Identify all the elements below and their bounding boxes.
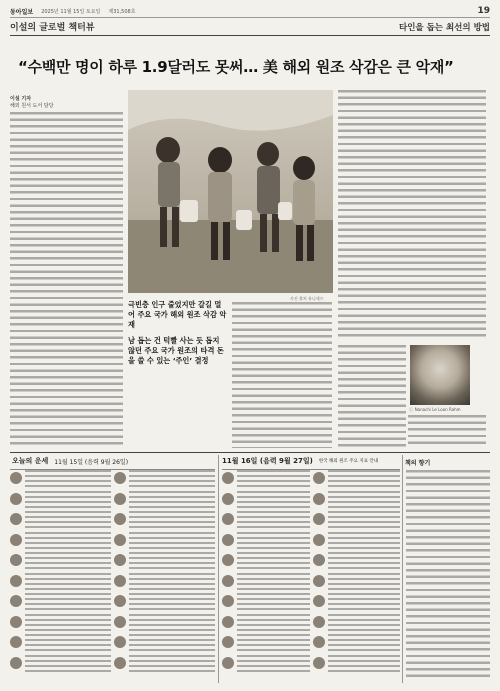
- column-separator: [402, 455, 403, 683]
- fortune-row: [10, 491, 215, 509]
- fortune-mid-note: 한국 해외 원조 주요 지표 안내: [318, 459, 379, 464]
- issue-number: 제31,508호: [108, 8, 136, 15]
- fortune-title: 오늘의 운세: [12, 457, 49, 465]
- zodiac-icon: [313, 616, 325, 628]
- article-text-column-3: [338, 90, 486, 340]
- fortune-row: [222, 552, 400, 570]
- zodiac-icon: [313, 657, 325, 669]
- fortune-date-mid: 11월 16일 (음력 9월 27일): [222, 457, 313, 465]
- article-text-column-1: [10, 112, 123, 448]
- right-box-title: 책의 향기: [405, 460, 431, 467]
- zodiac-icon: [114, 636, 126, 648]
- zodiac-icon: [114, 513, 126, 525]
- fortune-row: [10, 593, 215, 611]
- zodiac-icon: [313, 534, 325, 546]
- fortune-row: [222, 655, 400, 673]
- zodiac-icon: [10, 575, 22, 587]
- article-photo: [128, 90, 333, 293]
- zodiac-icon: [313, 472, 325, 484]
- zodiac-icon: [10, 657, 22, 669]
- zodiac-icon: [114, 534, 126, 546]
- pull-quote-2: 남 돕는 건 턱빨 사는 듯 돕지 않던 주요 국가 원조의 타격 돈을 쓸 수 있는 ‘주인’ 결정: [128, 336, 224, 365]
- column-name: 이설의 글로벌 책터뷰: [10, 23, 95, 33]
- byline-name: 이설 기자: [10, 96, 32, 102]
- zodiac-icon: [313, 595, 325, 607]
- fortune-mid-header: [222, 455, 378, 467]
- article-text-column-4: [338, 345, 406, 448]
- zodiac-icon: [222, 616, 234, 628]
- zodiac-icon: [222, 636, 234, 648]
- pull-quote: [128, 300, 228, 366]
- fortune-row: [10, 634, 215, 652]
- zodiac-icon: [10, 554, 22, 566]
- zodiac-icon: [222, 657, 234, 669]
- fortune-row: [10, 470, 215, 488]
- zodiac-icon: [10, 595, 22, 607]
- fortune-row: [10, 511, 215, 529]
- fortune-row: [222, 511, 400, 529]
- zodiac-icon: [10, 534, 22, 546]
- newspaper-brand: 동아일보: [10, 8, 34, 16]
- zodiac-icon: [222, 472, 234, 484]
- column-header: [10, 18, 490, 36]
- children-water-photo-illustration: [128, 90, 333, 293]
- fortune-list-left: [10, 469, 215, 680]
- section-divider: [10, 452, 490, 453]
- zodiac-icon: [313, 513, 325, 525]
- zodiac-icon: [114, 595, 126, 607]
- fortune-date-left: 11월 15일 (음력 9월 26일): [54, 458, 129, 466]
- zodiac-icon: [313, 636, 325, 648]
- zodiac-icon: [114, 554, 126, 566]
- issue-date: 2025년 11월 15일 토요일: [41, 8, 101, 15]
- zodiac-icon: [10, 472, 22, 484]
- author-portrait: [410, 345, 470, 405]
- author-photo-caption: ⓒ Nanachi Le Loon Rahm: [409, 407, 461, 412]
- photo-credit: 사진 출처 유니세프: [290, 296, 324, 301]
- zodiac-icon: [114, 472, 126, 484]
- zodiac-icon: [222, 493, 234, 505]
- author-bio: [408, 415, 486, 448]
- zodiac-icon: [10, 493, 22, 505]
- fortune-row: [222, 634, 400, 652]
- fortune-row: [10, 655, 215, 673]
- fortune-left-header: [12, 455, 128, 467]
- zodiac-icon: [313, 493, 325, 505]
- zodiac-icon: [10, 513, 22, 525]
- zodiac-icon: [313, 575, 325, 587]
- article-text-column-2: [232, 302, 332, 448]
- pull-quote-1: 극빈층 인구 줄었지만 갈길 멀어 주요 국가 해외 원조 삭감 악재: [128, 300, 227, 329]
- zodiac-icon: [313, 554, 325, 566]
- fortune-row: [10, 614, 215, 632]
- byline: [10, 96, 120, 109]
- fortune-row: [10, 552, 215, 570]
- fortune-list-mid: [222, 469, 400, 680]
- column-separator: [218, 455, 219, 683]
- zodiac-icon: [222, 513, 234, 525]
- fortune-row: [222, 614, 400, 632]
- byline-role: 해외 원서 도서 담당: [10, 102, 54, 109]
- fortune-row: [222, 532, 400, 550]
- fortune-row: [10, 573, 215, 591]
- zodiac-icon: [222, 575, 234, 587]
- article-headline: “수백만 명이 하루 1.9달러도 못써… 美 해외 원조 삭감은 큰 악재”: [18, 58, 454, 76]
- zodiac-icon: [114, 575, 126, 587]
- page-number: 19: [477, 6, 490, 16]
- fortune-row: [222, 491, 400, 509]
- zodiac-icon: [10, 636, 22, 648]
- zodiac-icon: [10, 616, 22, 628]
- zodiac-icon: [114, 493, 126, 505]
- zodiac-icon: [222, 534, 234, 546]
- masthead-strip: [10, 6, 490, 16]
- zodiac-icon: [114, 657, 126, 669]
- zodiac-icon: [114, 616, 126, 628]
- fortune-row: [222, 573, 400, 591]
- fortune-row: [222, 470, 400, 488]
- zodiac-icon: [222, 554, 234, 566]
- fortune-row: [10, 532, 215, 550]
- zodiac-icon: [222, 595, 234, 607]
- fortune-row: [222, 593, 400, 611]
- column-subtitle: 타인을 돕는 최선의 방법: [399, 22, 490, 33]
- right-box-text: [406, 470, 490, 680]
